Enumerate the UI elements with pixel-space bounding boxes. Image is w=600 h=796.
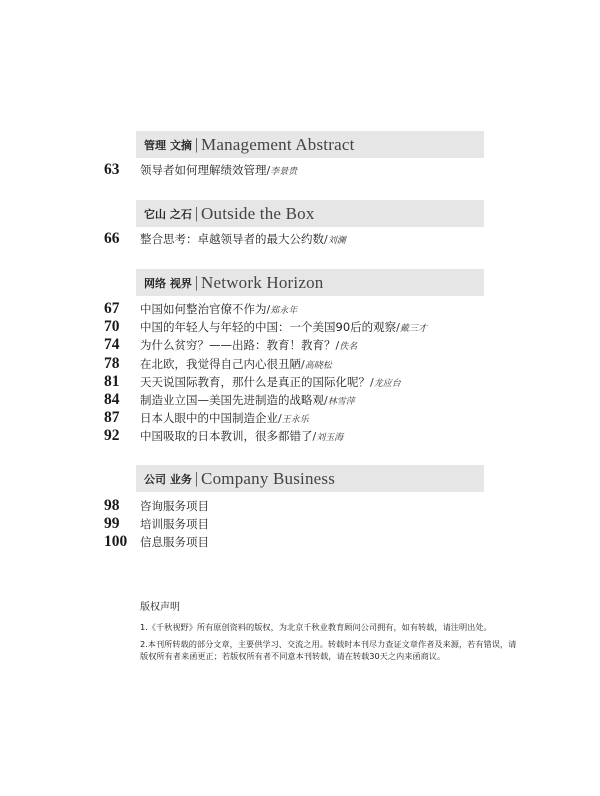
toc-article-title: 制造业立国—美国先进制造的战略观	[140, 392, 324, 407]
toc-entry[interactable]: 66 整合思考：卓越领导者的最大公约数 / 刘澜	[104, 230, 346, 247]
copyright-notice	[140, 598, 524, 667]
section-header-cn: 它山 之石	[144, 207, 192, 221]
toc-article-author: 高晓松	[304, 360, 332, 371]
toc-entry[interactable]: 78 在北欧，我觉得自己内心很丑陋 / 高晓松	[104, 354, 332, 372]
toc-page-number: 99	[104, 515, 120, 533]
toc-article-title: 咨询服务项目	[140, 499, 209, 513]
toc-entry[interactable]: 84 制造业立国—美国先进制造的战略观 / 林雪萍	[104, 390, 355, 408]
toc-article-author: 刘玉海	[316, 433, 344, 444]
toc-page-number: 67	[104, 300, 120, 317]
toc-entry[interactable]	[104, 533, 524, 551]
toc-article-title: 中国吸取的日本教训，很多都错了	[140, 429, 313, 444]
section-header-network-horizon	[136, 269, 484, 296]
section-header-en: Management Abstract	[201, 134, 355, 154]
toc-entry[interactable]: 87 日本人眼中的中国制造企业 / 王永乐	[104, 409, 309, 427]
toc-page-number: 92	[104, 427, 120, 445]
toc-page-number: 100	[104, 533, 128, 551]
section-header-separator: |	[194, 204, 199, 222]
toc-article-title: 天天说国际教育，那什么是真正的国际化呢？	[140, 374, 370, 389]
toc-article-author: 王永乐	[281, 415, 309, 426]
section-header-cn: 网络 视界	[144, 276, 192, 290]
toc-article-title: 整合思考：卓越领导者的最大公约数	[140, 232, 324, 246]
toc-article-title: 信息服务项目	[140, 535, 209, 550]
section-header-company-business	[136, 465, 484, 492]
section-header-en: Outside the Box	[201, 203, 315, 223]
section-header-management-abstract	[136, 131, 484, 158]
toc-entry[interactable]: 63 领导者如何理解绩效管理 / 李景贵	[104, 161, 298, 178]
toc-list-company-business	[104, 497, 524, 552]
toc-article-author: 龙应台	[373, 378, 401, 389]
toc-page-number: 63	[104, 161, 120, 178]
toc-article-title: 日本人眼中的中国制造企业	[140, 411, 278, 426]
toc-article-author: 林雪萍	[327, 396, 355, 407]
toc-entry[interactable]	[104, 497, 524, 515]
section-header-en: Network Horizon	[201, 272, 324, 292]
section-header-separator: |	[194, 135, 199, 153]
toc-page-number: 74	[104, 336, 120, 354]
toc-page-number: 84	[104, 390, 120, 408]
toc-list-outside-the-box	[104, 230, 524, 248]
section-header-cn: 公司 业务	[144, 472, 192, 486]
toc-article-author: 戴三才	[399, 324, 427, 335]
toc-entry[interactable]	[104, 515, 524, 533]
section-header-cn: 管理 文摘	[144, 138, 192, 152]
toc-entry[interactable]: 74 为什么贫穷？——出路：教育！教育？ / 佚名	[104, 336, 358, 354]
toc-page-number: 66	[104, 230, 120, 247]
toc-entry[interactable]: 81 天天说国际教育，那什么是真正的国际化呢？ / 龙应台	[104, 372, 401, 390]
section-header-separator: |	[194, 273, 199, 291]
toc-article-title: 在北欧，我觉得自己内心很丑陋	[140, 356, 301, 371]
copyright-paragraph: 1.《千秋视野》所有原创资料的版权，为北京千秋业教育顾问公司拥有，如有转载，请注明出处。	[140, 622, 492, 632]
toc-list-management-abstract	[104, 161, 524, 179]
toc-article-author: 李景贵	[270, 167, 298, 177]
toc-entry[interactable]: 70 中国的年轻人与年轻的中国：一个美国90后的观察 / 戴三才	[104, 318, 427, 336]
toc-article-author: 郑永年	[270, 306, 298, 316]
toc-article-title: 中国的年轻人与年轻的中国：一个美国90后的观察	[140, 320, 397, 335]
toc-article-title: 为什么贫穷？——出路：教育！教育？	[140, 338, 336, 353]
toc-page-number: 70	[104, 318, 120, 336]
toc-article-author: 佚名	[339, 342, 358, 353]
toc-article-author: 刘澜	[327, 236, 346, 246]
copyright-title: 版权声明	[140, 602, 180, 613]
toc-entry[interactable]: 92 中国吸取的日本教训，很多都错了 / 刘玉海	[104, 427, 344, 445]
toc-entry[interactable]: 67 中国如何整治官僚不作为 / 郑永年	[104, 300, 298, 317]
toc-article-title: 中国如何整治官僚不作为	[140, 302, 267, 316]
toc-article-title: 领导者如何理解绩效管理	[140, 163, 267, 177]
toc-page-number: 81	[104, 372, 120, 390]
section-header-separator: |	[194, 469, 199, 487]
section-header-outside-the-box	[136, 200, 484, 227]
toc-page-number: 78	[104, 354, 120, 372]
toc-article-title: 培训服务项目	[140, 517, 209, 532]
toc-list-network-horizon	[104, 300, 524, 446]
toc-page-number: 87	[104, 409, 120, 427]
copyright-paragraph: 2.本刊所转载的部分文章，主要供学习、交流之用。转载时本刊尽力查证文章作者及来源，若有错误，请版权所有者来函更正；若版权所有者不同意本刊转载，请在转载30天之内来函商议。	[140, 638, 517, 661]
toc-page-number: 98	[104, 497, 120, 514]
section-header-en: Company Business	[201, 468, 336, 488]
